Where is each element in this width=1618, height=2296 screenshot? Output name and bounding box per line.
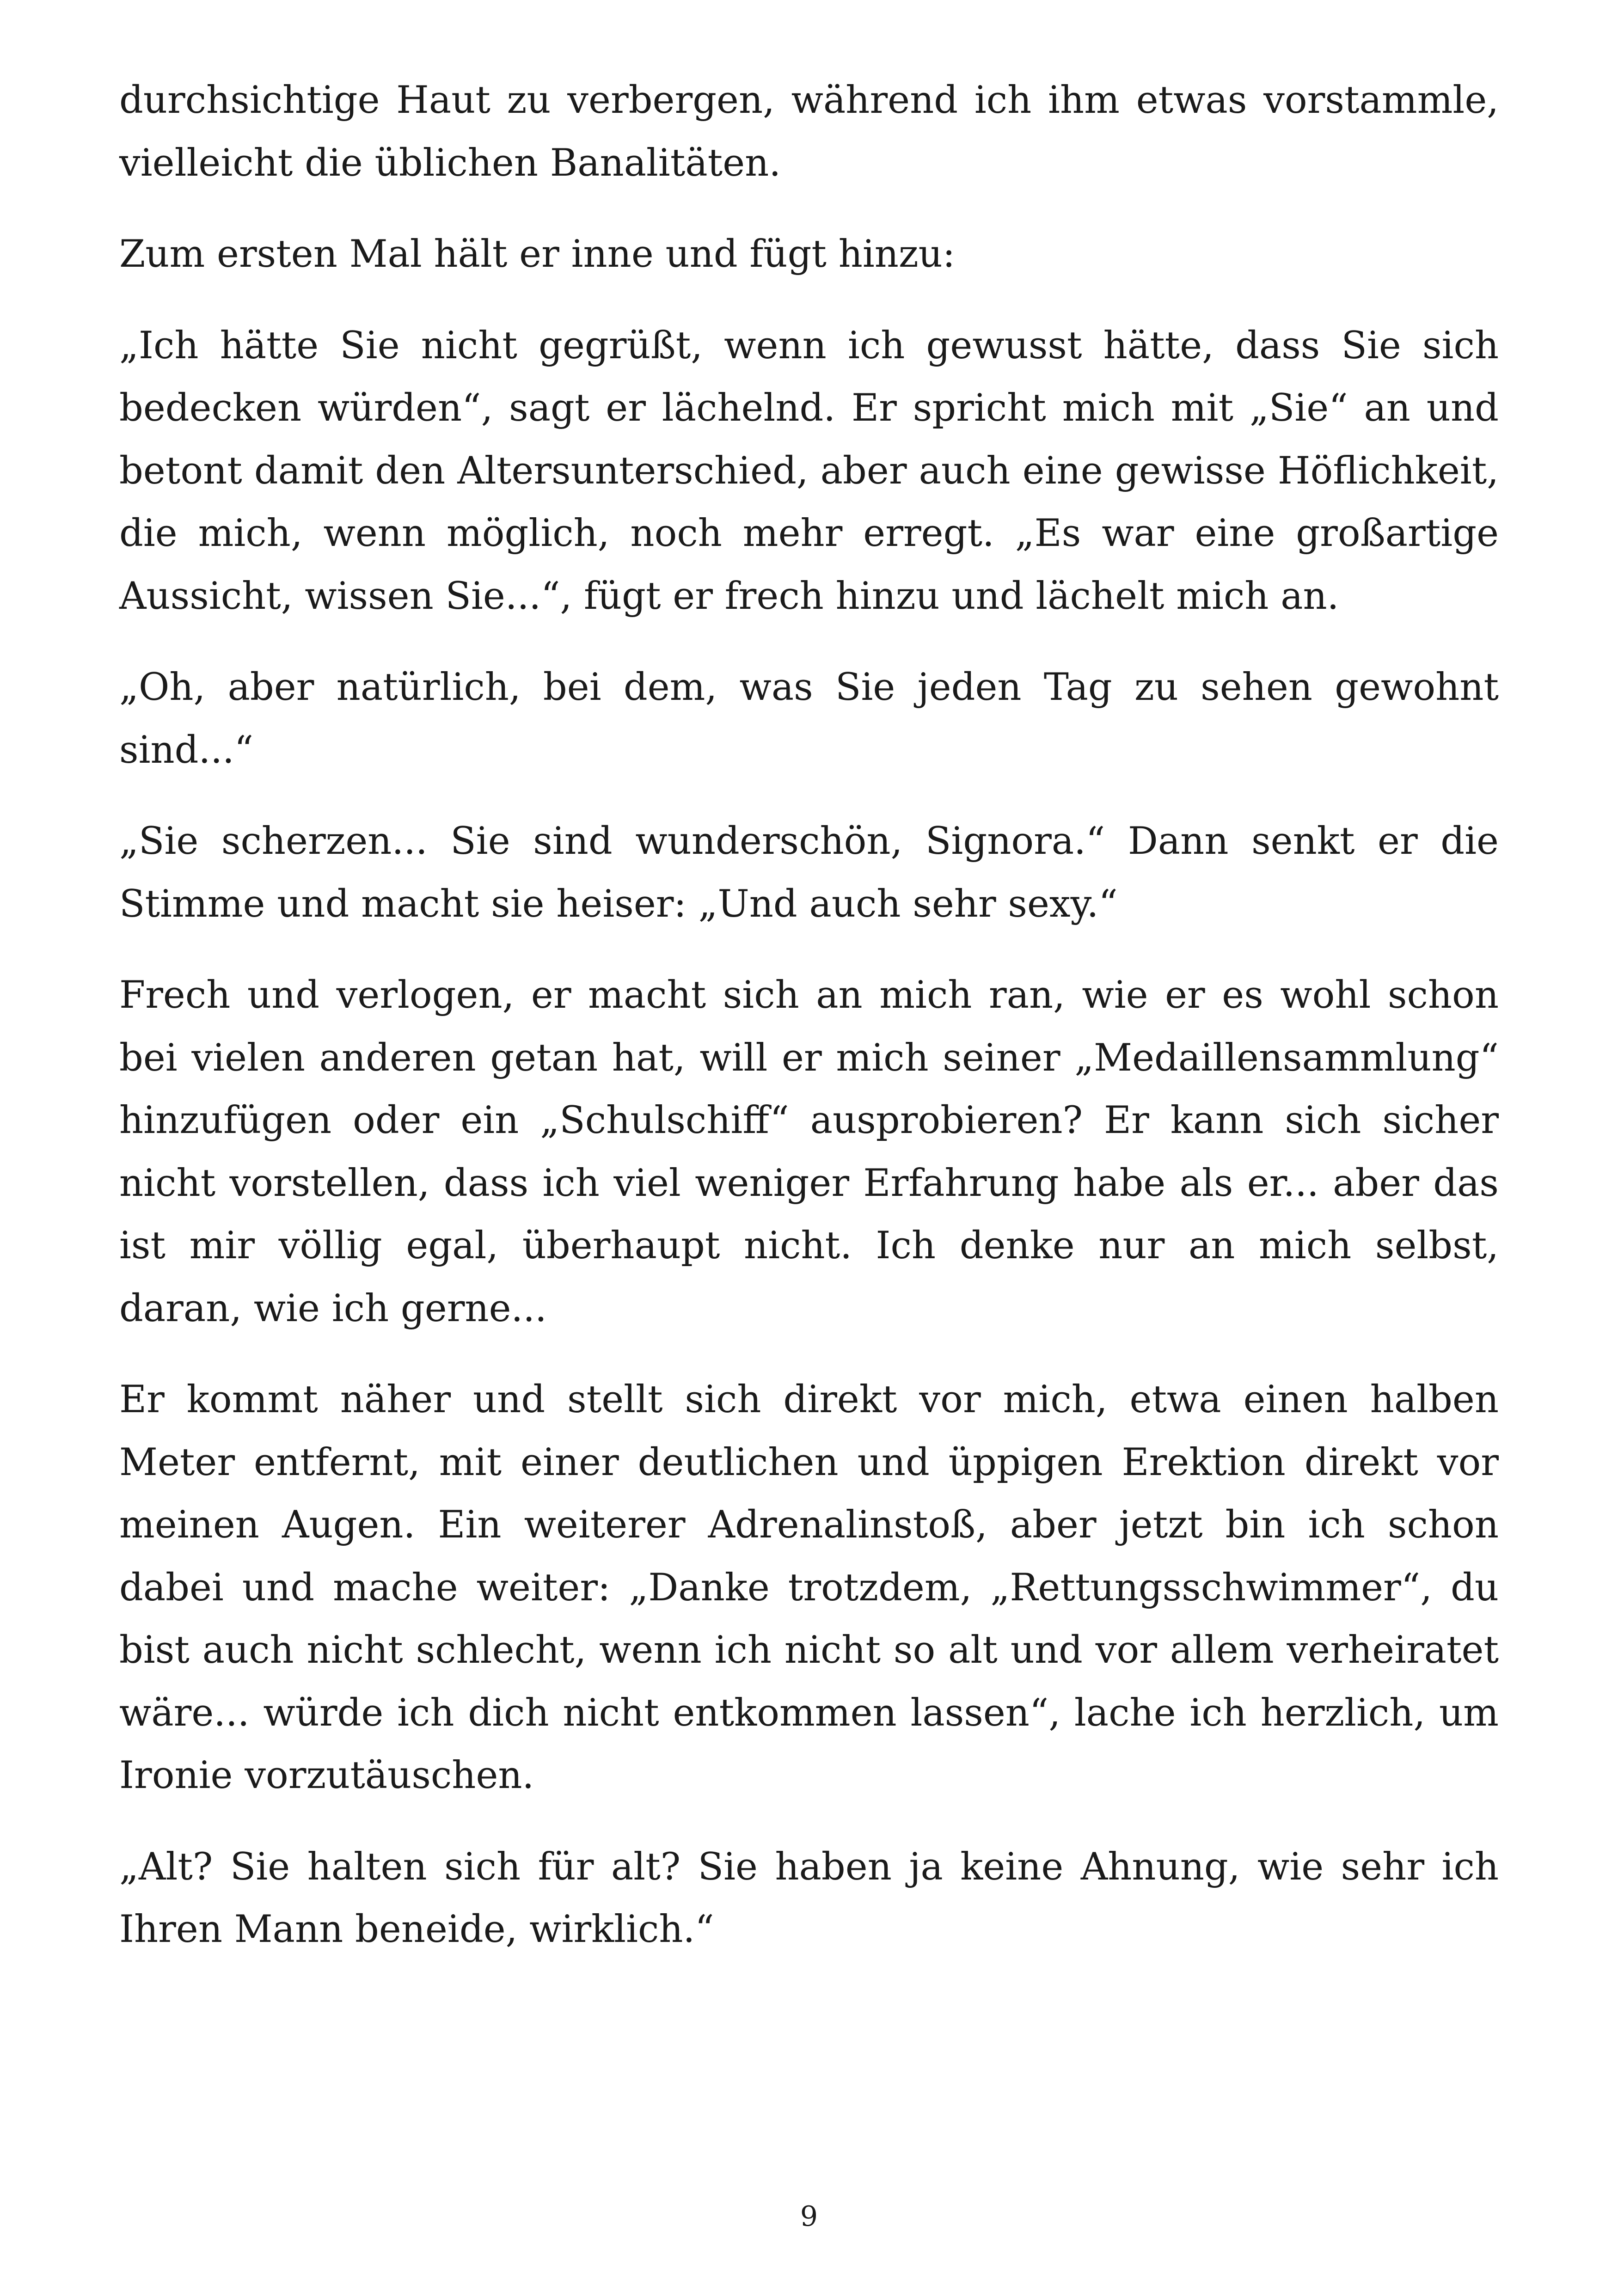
paragraph: Frech und verlogen, er macht sich an mich ran, wie er es wohl schon bei vielen anderen getan hat, will er mich seiner „Medaillensammlung“ hinzufügen oder ein „Schulschiff“ ausprobieren? Er kann sich sicher nicht vorstellen, dass ich viel weniger Erfahrung habe als er... aber das ist mir völlig egal, überhaupt nicht. Ich denke nur an mich selbst, daran, wie ich gerne...	[119, 974, 1499, 1330]
paragraph: Er kommt näher und stellt sich direkt vor mich, etwa einen halben Meter entfernt, mit einer deutlichen und üppigen Erektion direkt vor meinen Augen. Ein weiterer Adrenalinstoß, aber jetzt bin ich schon dabei und mache weiter: „Danke trotzdem, „Rettungsschwimmer“, du bist auch nicht schlecht, wenn ich nicht so alt und vor allem verheiratet wäre... würde ich dich nicht entkommen lassen“, lache ich herzlich, um Ironie vorzutäuschen.	[119, 1378, 1499, 1797]
paragraph: „Oh, aber natürlich, bei dem, was Sie jeden Tag zu sehen gewohnt sind...“	[119, 666, 1499, 772]
paragraph: „Ich hätte Sie nicht gegrüßt, wenn ich gewusst hätte, dass Sie sich bedecken würden“, sagt er lächelnd. Er spricht mich mit „Sie“ an und betont damit den Altersunterschied, aber auch eine gewisse Höflichkeit, die mich, wenn möglich, noch mehr erregt. „Es war eine großartige Aussicht, wissen Sie...“, fügt er frech hinzu und lächelt mich an.	[119, 324, 1499, 618]
body-text	[119, 69, 1499, 1990]
paragraph: Zum ersten Mal hält er inne und fügt hinzu:	[119, 233, 956, 276]
paragraph: „Sie scherzen... Sie sind wunderschön, Signora.“ Dann senkt er die Stimme und macht sie heiser: „Und auch sehr sexy.“	[119, 820, 1499, 926]
paragraph: durchsichtige Haut zu verbergen, während ich ihm etwas vorstammle, vielleicht die üblichen Banalitäten.	[119, 79, 1499, 185]
page-number: 9	[800, 2200, 818, 2233]
paragraph: „Alt? Sie halten sich für alt? Sie haben ja keine Ahnung, wie sehr ich Ihren Mann beneide, wirklich.“	[119, 1845, 1499, 1951]
